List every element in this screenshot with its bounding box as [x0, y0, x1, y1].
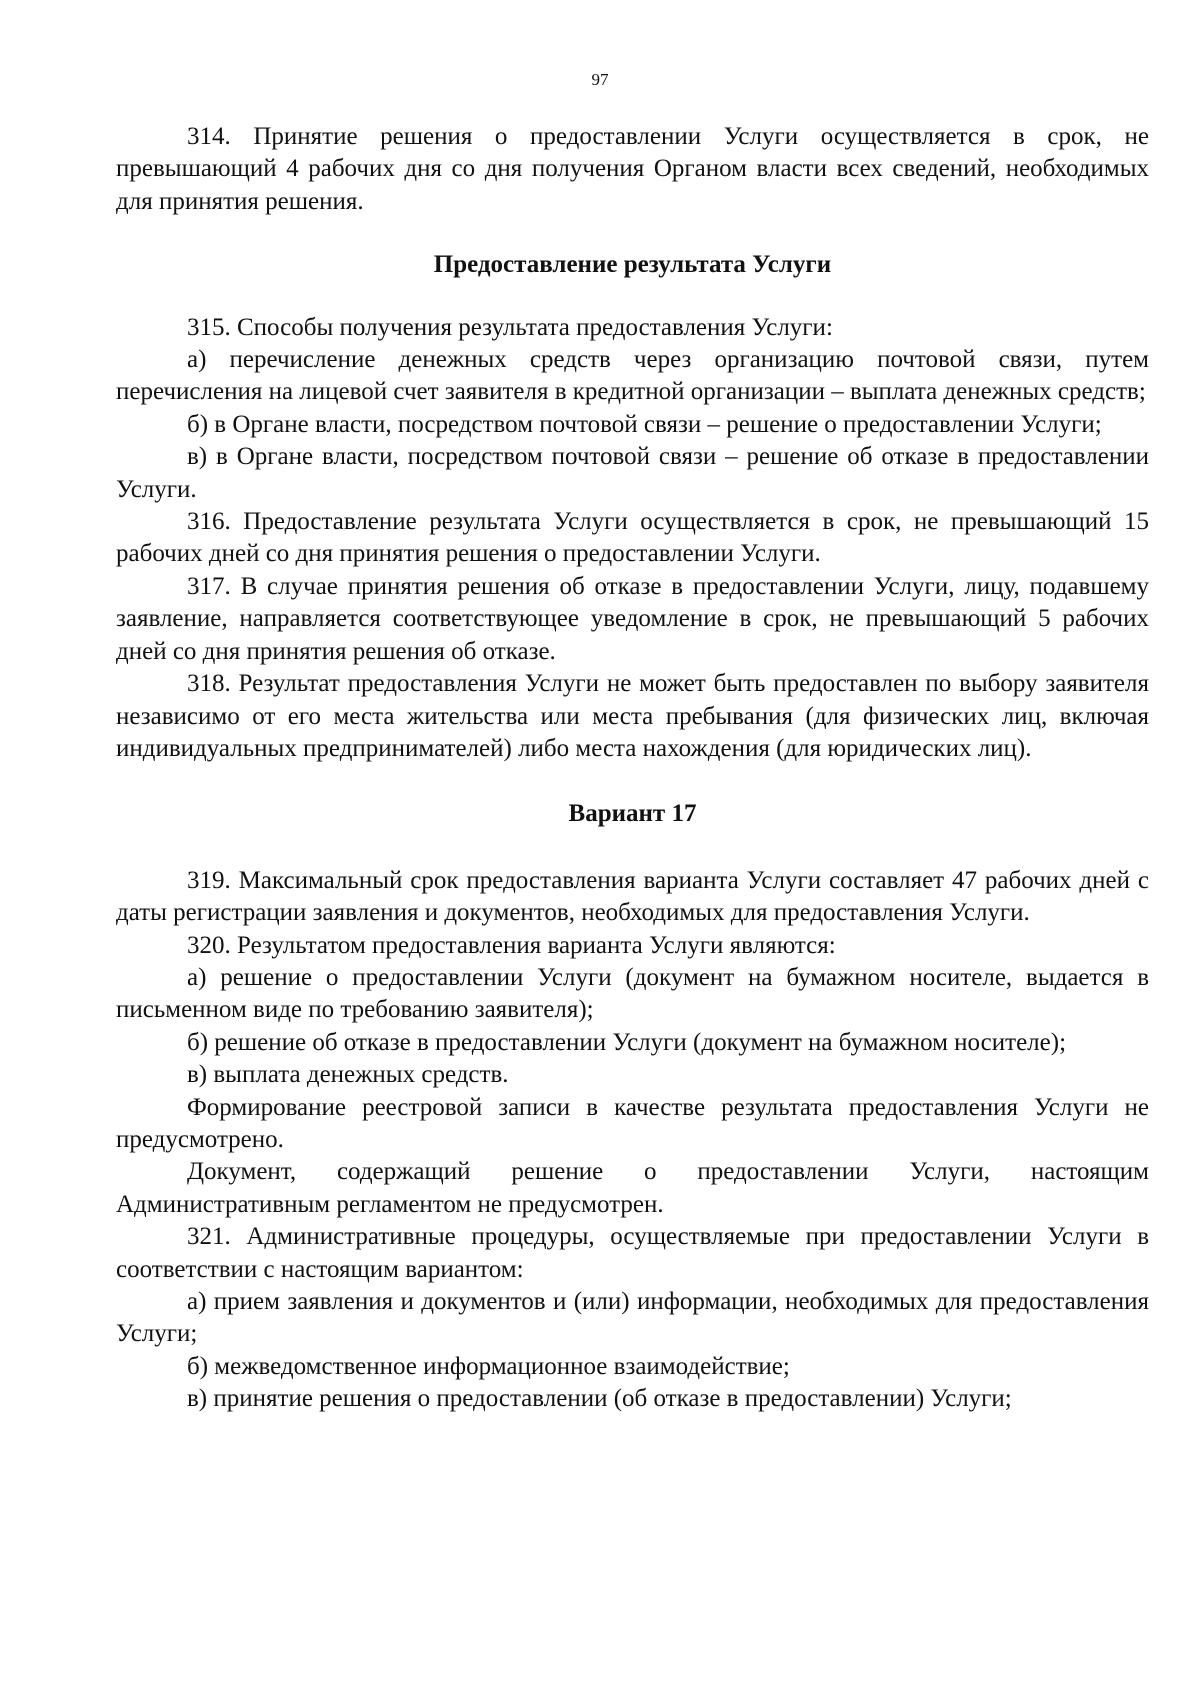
- paragraph-321: 321. Административные процедуры, осуществляемые при предоставлении Услуги в соответствии с настоящим вариантом:: [116, 1223, 1149, 1283]
- paragraph-320: 320. Результатом предоставления варианта Услуги являются:: [187, 931, 836, 959]
- list-item-321b: б) межведомственное информационное взаимодействие;: [187, 1352, 790, 1380]
- paragraph-registry-record: Формирование реестровой записи в качестве результата предоставления Услуги не предусмотрено.: [116, 1093, 1149, 1153]
- list-item-315b: б) в Органе власти, посредством почтовой связи – решение о предоставлении Услуги;: [187, 410, 1102, 438]
- document-body: [116, 121, 1149, 1416]
- list-item-321a: а) прием заявления и документов и (или) информации, необходимых для предоставления Услуги;: [116, 1288, 1149, 1348]
- paragraph-decision-document: Документ, содержащий решение о предоставлении Услуги, настоящим Административным регламентом не предусмотрен.: [116, 1158, 1149, 1218]
- list-item-321c: в) принятие решения о предоставлении (об отказе в предоставлении) Услуги;: [187, 1385, 1012, 1413]
- list-item-320a: а) решение о предоставлении Услуги (документ на бумажном носителе, выдается в письменном виде по требованию заявителя);: [116, 963, 1149, 1024]
- paragraph-315: 315. Способы получения результата предоставления Услуги:: [187, 313, 833, 341]
- list-item-315a: а) перечисление денежных средств через организацию почтовой связи, путем перечисления на лицевой счет заявителя в кредитной организации – выплата денежных средств;: [116, 346, 1149, 406]
- page-number: 97: [591, 70, 609, 89]
- list-item-315c: в) в Органе власти, посредством почтовой связи – решение об отказе в предоставлении Услуги.: [116, 443, 1149, 503]
- list-item-320b: б) решение об отказе в предоставлении Услуги (документ на бумажном носителе);: [187, 1028, 1067, 1056]
- paragraph-314: 314. Принятие решения о предоставлении Услуги осуществляется в срок, не превышающий 4 рабочих дня со дня получения Органом власти всех сведений, необходимых для принятия решения.: [116, 123, 1149, 215]
- paragraph-319: 319. Максимальный срок предоставления варианта Услуги составляет 47 рабочих дней с даты регистрации заявления и документов, необходимых для предоставления Услуги.: [116, 866, 1149, 927]
- section-heading-variant-17: Вариант 17: [568, 800, 697, 828]
- paragraph-317: 317. В случае принятия решения об отказе в предоставлении Услуги, лицу, подавшему заявление, направляется соответствующее уведомление в срок, не превышающий 5 рабочих дней со дня принятия решения об отказе.: [116, 572, 1149, 665]
- paragraph-318: 318. Результат предоставления Услуги не может быть предоставлен по выбору заявителя независимо от его места жительства или места пребывания (для физических лиц, включая индивидуальных предпринимателей) либо места нахождения (для юридических лиц).: [116, 670, 1149, 762]
- section-heading-result: Предоставление результата Услуги: [433, 251, 832, 279]
- paragraph-316: 316. Предоставление результата Услуги осуществляется в срок, не превышающий 15 рабочих дней со дня принятия решения о предоставлении Услуги.: [116, 508, 1149, 568]
- list-item-320c: в) выплата денежных средств.: [187, 1061, 509, 1089]
